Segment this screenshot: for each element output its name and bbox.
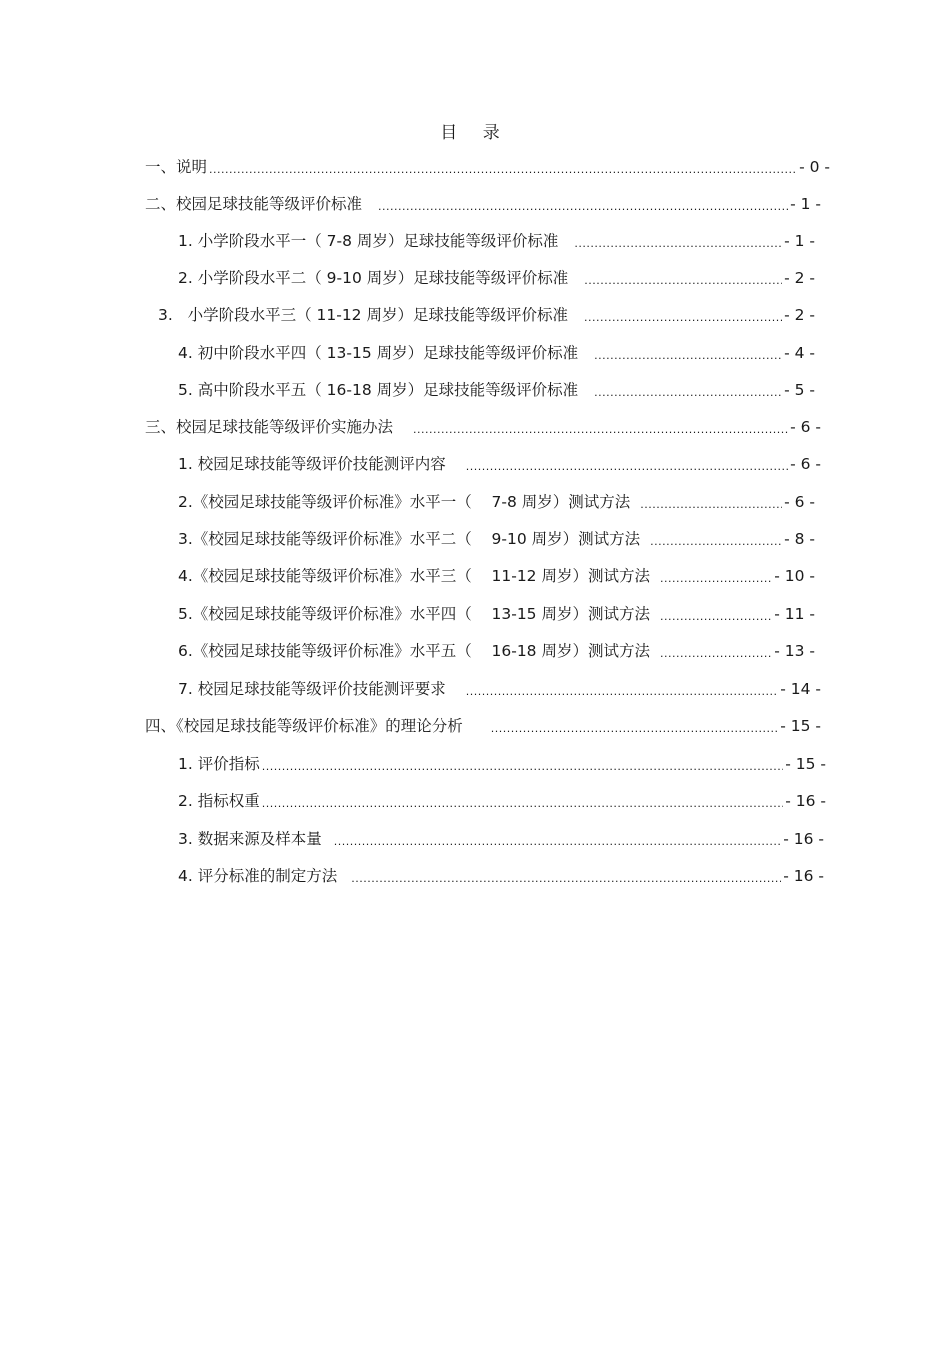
toc-leader-dots xyxy=(334,833,782,851)
toc-entry-label: 1. 小学阶段水平一（ 7-8 周岁）足球技能等级评价标准 xyxy=(178,232,559,250)
toc-entry-label: 1. 评价指标 xyxy=(178,755,260,773)
toc-entry-label: 5. 高中阶段水平五（ 16-18 周岁）足球技能等级评价标准 xyxy=(178,381,579,399)
toc-entry[interactable] xyxy=(158,303,815,327)
toc-entry-label: 7. 校园足球技能等级评价技能测评要求 xyxy=(178,680,446,698)
toc-entry[interactable] xyxy=(178,827,824,851)
toc-entry-label: 2. 小学阶段水平二（ 9-10 周岁）足球技能等级评价标准 xyxy=(178,269,569,287)
toc-leader-dots xyxy=(594,347,782,365)
toc-entry[interactable] xyxy=(178,452,821,476)
toc-leader-dots xyxy=(351,870,781,888)
toc-entry[interactable] xyxy=(178,639,815,663)
toc-entry[interactable] xyxy=(178,341,815,365)
toc-entry[interactable] xyxy=(178,564,815,588)
toc-page-number: - 4 - xyxy=(784,344,815,362)
toc-entry[interactable] xyxy=(145,714,821,738)
toc-leader-dots xyxy=(491,720,778,738)
toc-leader-dots xyxy=(640,496,782,514)
toc-leader-dots xyxy=(413,421,788,439)
toc-entry-label: 二、校园足球技能等级评价标准 xyxy=(145,195,363,213)
toc-entry-label: 一、说明 xyxy=(145,158,208,176)
toc-leader-dots xyxy=(584,309,782,327)
toc-entry[interactable] xyxy=(178,490,815,514)
toc-leader-dots xyxy=(660,645,772,663)
toc-entry-label: 3. 数据来源及样本量 xyxy=(178,830,322,848)
toc-entry-label: 2. 指标权重 xyxy=(178,792,260,810)
toc-page-number: - 1 - xyxy=(790,195,821,213)
toc-page-number: - 6 - xyxy=(790,418,821,436)
toc-entry[interactable] xyxy=(178,752,826,776)
toc-entry[interactable] xyxy=(145,155,830,179)
toc-entry[interactable] xyxy=(178,266,815,290)
toc-page-number: - 5 - xyxy=(784,381,815,399)
toc-leader-dots xyxy=(594,384,782,402)
toc-leader-dots xyxy=(262,795,784,813)
toc-entry[interactable] xyxy=(178,378,815,402)
toc-leader-dots xyxy=(650,533,782,551)
toc-entry-label: 4.《校园足球技能等级评价标准》水平三（ 11-12 周岁）测试方法 xyxy=(178,567,650,585)
toc-entry-label: 三、校园足球技能等级评价实施办法 xyxy=(145,418,394,436)
toc-entry-label: 3.《校园足球技能等级评价标准》水平二（ 9-10 周岁）测试方法 xyxy=(178,530,641,548)
toc-page-number: - 0 - xyxy=(799,158,830,176)
toc-page-number: - 11 - xyxy=(774,605,815,623)
toc-entry-label: 2.《校园足球技能等级评价标准》水平一（ 7-8 周岁）测试方法 xyxy=(178,493,631,511)
toc-page-number: - 13 - xyxy=(774,642,815,660)
toc-page-number: - 6 - xyxy=(784,493,815,511)
toc-page-number: - 15 - xyxy=(780,717,821,735)
toc-entry[interactable] xyxy=(145,415,821,439)
toc-page-number: - 6 - xyxy=(790,455,821,473)
toc-entry[interactable] xyxy=(178,527,815,551)
toc-leader-dots xyxy=(466,458,788,476)
toc-leader-dots xyxy=(262,758,784,776)
toc-entry-label: 6.《校园足球技能等级评价标准》水平五（ 16-18 周岁）测试方法 xyxy=(178,642,650,660)
toc-page-number: - 2 - xyxy=(784,306,815,324)
toc-entry[interactable] xyxy=(145,192,821,216)
toc-title: 目 录 xyxy=(440,123,510,143)
toc-leader-dots xyxy=(466,683,779,701)
toc-leader-dots xyxy=(209,161,797,179)
toc-entry-label: 3. 小学阶段水平三（ 11-12 周岁）足球技能等级评价标准 xyxy=(158,306,568,324)
toc-page-number: - 2 - xyxy=(784,269,815,287)
toc-page-number: - 14 - xyxy=(780,680,821,698)
toc-page-number: - 16 - xyxy=(783,867,824,885)
toc-entry-label: 1. 校园足球技能等级评价技能测评内容 xyxy=(178,455,446,473)
toc-page-number: - 1 - xyxy=(784,232,815,250)
toc-entry-label: 四、《校园足球技能等级评价标准》的理论分析 xyxy=(145,717,463,735)
toc-entry[interactable] xyxy=(178,602,815,626)
toc-entry-label: 4. 评分标准的制定方法 xyxy=(178,867,338,885)
toc-leader-dots xyxy=(574,235,782,253)
toc-page-number: - 8 - xyxy=(784,530,815,548)
toc-page-number: - 16 - xyxy=(783,830,824,848)
toc-entry[interactable] xyxy=(178,864,824,888)
toc-leader-dots xyxy=(584,272,782,290)
toc-page-number: - 16 - xyxy=(785,792,826,810)
toc-entry-label: 4. 初中阶段水平四（ 13-15 周岁）足球技能等级评价标准 xyxy=(178,344,579,362)
toc-leader-dots xyxy=(378,198,788,216)
toc-leader-dots xyxy=(660,608,772,626)
toc-entry[interactable] xyxy=(178,789,826,813)
toc-entry[interactable] xyxy=(178,229,815,253)
toc-page-number: - 10 - xyxy=(774,567,815,585)
toc-leader-dots xyxy=(660,570,772,588)
toc-entry-label: 5.《校园足球技能等级评价标准》水平四（ 13-15 周岁）测试方法 xyxy=(178,605,650,623)
toc-entry[interactable] xyxy=(178,677,821,701)
toc-page-number: - 15 - xyxy=(785,755,826,773)
